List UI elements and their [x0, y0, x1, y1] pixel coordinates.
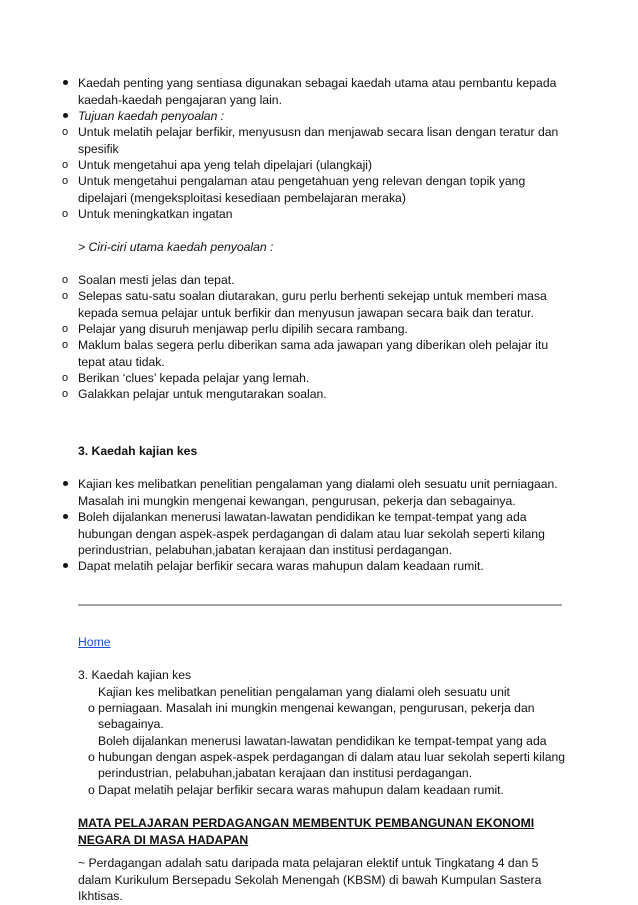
repeat-line: Boleh dijalankan menerusi lawatan-lawatan pendidikan ke tempat-tempat yang ada [98, 734, 547, 748]
bullet-circle: o [61, 175, 69, 187]
bullet-circle: o [61, 274, 69, 286]
mata-paragraph: ~ Perdagangan adalah satu daripada mata pelajaran elektif untuk Tingkatang 4 dan 5 dalam Kurikulum Bersepadu Sekolah Menengah (KBSM) di bawah Kumpulan Sastera Ikhtisas. [78, 856, 542, 903]
list-item-text: Untuk mengetahui apa yeng telah dipelajari (ulangkaji) [78, 158, 373, 172]
bullet-dot [58, 509, 72, 526]
list-item [61, 386, 568, 403]
bullet-circle: o [61, 388, 69, 400]
list-item [78, 509, 568, 559]
list-item-text: Tujuan kaedah penyoalan : [78, 109, 225, 123]
list-item-text: Untuk mengetahui pengalaman atau pengetahuan yeng relevan dengan topik yang dipelajari (mengeksploitasi kesediaan pembelajaran meraka) [78, 174, 526, 205]
list-item [61, 124, 568, 157]
bullet-circle: o [88, 701, 95, 715]
list-item-text: Berikan ‘clues’ kepada pelajar yang lemah. [78, 371, 310, 385]
home-link[interactable]: Home [78, 635, 111, 649]
bullet-dot [58, 75, 72, 92]
repeat-item [88, 782, 504, 799]
repeat-line: Kajian kes melibatkan penelitian pengalaman yang dialami oleh sesuatu unit [98, 685, 510, 699]
list-item-text: perniagaan. Masalah ini mungkin mengenai kewangan, pengurusan, pekerja dan [98, 701, 535, 715]
bullet-circle: o [61, 290, 69, 302]
list-item [61, 321, 568, 338]
list-item [61, 206, 568, 223]
repeat-item [88, 700, 535, 717]
bullet-circle: o [61, 126, 69, 138]
list-item-text: Maklum balas segera perlu diberikan sama ada jawapan yang diberikan oleh pelajar itu tepat atau tidak. [78, 338, 549, 369]
list-item-text: Dapat melatih pelajar berfikir secara waras mahupun dalam keadaan rumit. [78, 559, 484, 573]
list-item [78, 75, 568, 108]
section-heading: 3. Kaedah kajian kes [78, 444, 198, 458]
bullet-circle: o [61, 159, 69, 171]
list-item-text: Untuk melatih pelajar berfikir, menyususn dan menjawab secara lisan dengan teratur dan spesifik [78, 125, 559, 156]
bullet-circle: o [61, 372, 69, 384]
bullet-dot [58, 476, 72, 493]
bullet-circle: o [61, 339, 69, 351]
bullet-dot [58, 108, 72, 125]
mata-heading: MATA PELAJARAN PERDAGANGAN MEMBENTUK PEMBANGUNAN EKONOMI NEGARA DI MASA HADAPAN [78, 816, 535, 847]
list-item-text: Kaedah penting yang sentiasa digunakan sebagai kaedah utama atau pembantu kepada kaedah-kaedah pengajaran yang lain. [78, 76, 557, 107]
list-item-text: hubungan dengan aspek-aspek perdagangan di dalam atau luar sekolah seperti kilang [98, 750, 566, 764]
repeat-line: perindustrian, pelabuhan,jabatan kerajaan dan institusi perdagangan. [98, 766, 473, 780]
bullet-circle: o [88, 783, 95, 797]
list-item-text: Galakkan pelajar untuk mengutarakan soalan. [78, 387, 327, 401]
list-item-text: Untuk meningkatkan ingatan [78, 207, 233, 221]
subheading: > Ciri-ciri utama kaedah penyoalan : [78, 240, 274, 254]
repeat-item [88, 749, 565, 766]
list-item [61, 288, 568, 321]
list-item [78, 558, 568, 575]
home-link-wrap [78, 634, 568, 651]
list-item [61, 370, 568, 387]
list-item-text: Dapat melatih pelajar berfikir secara waras mahupun dalam keadaan rumit. [98, 783, 504, 797]
list-item-text: Boleh dijalankan menerusi lawatan-lawatan pendidikan ke tempat-tempat yang ada hubungan dengan aspek-aspek perdagangan di dalam atau luar sekolah seperti kilang perindustrian, pelabuhan,jabatan kerajaan dan institusi perdagangan. [78, 510, 545, 557]
bullet-circle: o [61, 208, 69, 220]
bullet-circle: o [61, 323, 69, 335]
repeat-line: sebagainya. [98, 717, 164, 731]
list-item-text: Soalan mesti jelas dan tepat. [78, 273, 235, 287]
list-item [78, 108, 568, 125]
list-item [61, 337, 568, 370]
list-item-text: Selepas satu-satu soalan diutarakan, guru perlu berhenti sekejap untuk memberi masa kepada semua pelajar untuk berfikir dan menyusun jawapan secara baik dan teratur. [78, 289, 547, 320]
list-item [61, 157, 568, 174]
list-item [61, 173, 568, 206]
list-item [61, 272, 568, 289]
horizontal-divider [78, 604, 562, 606]
bullet-dot [58, 558, 72, 575]
list-item-text: Pelajar yang disuruh menjawap perlu dipilih secara rambang. [78, 322, 408, 336]
bullet-circle: o [88, 750, 95, 764]
repeat-heading: 3. Kaedah kajian kes [78, 668, 192, 682]
list-item [78, 476, 568, 509]
list-item-text: Kajian kes melibatkan penelitian pengalaman yang dialami oleh sesuatu unit perniagaan. Masalah ini mungkin mengenai kewangan, pengurusan, pekerja dan sebagainya. [78, 477, 558, 508]
